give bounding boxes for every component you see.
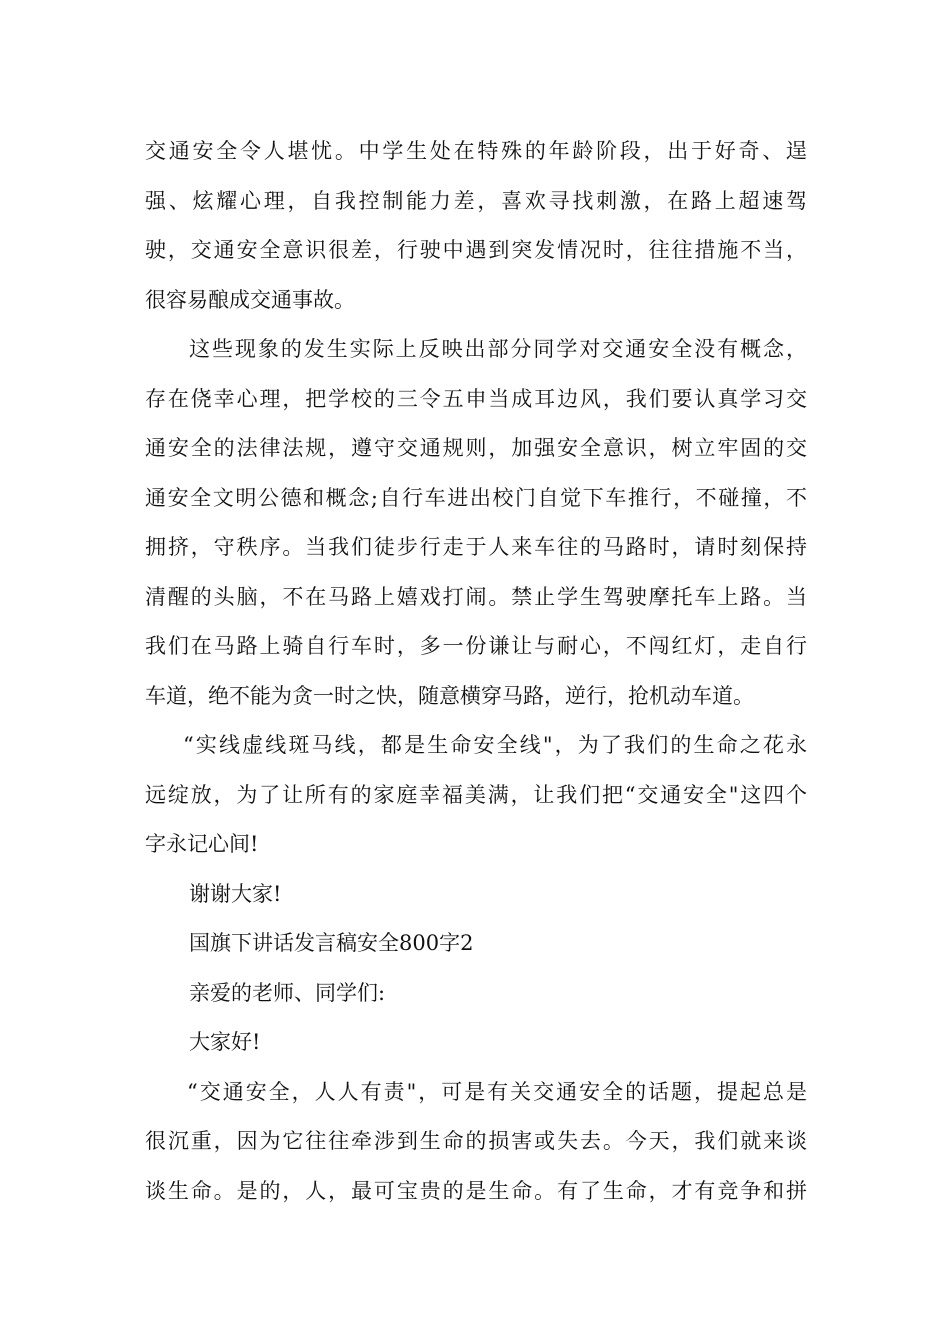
text-line: 车道，绝不能为贪一时之快，随意横穿马路，逆行，抢机动车道。 [145,683,754,708]
text-line: 存在侥幸心理，把学校的三令五申当成耳边风，我们要认真学习交 [145,386,807,411]
text-line: “交通安全，人人有责"，可是有关交通安全的话题，提起总是 [187,1079,807,1104]
text-line: 谈生命。是的，人，最可宝贵的是生命。有了生命，才有竞争和拼 [145,1178,807,1203]
text-line: 很沉重，因为它往往牵涉到生命的损害或失去。今天，我们就来谈 [145,1129,807,1153]
text-line: 字永记心间! [145,832,259,856]
text-line: 谢谢大家! [189,881,282,906]
text-line: “实线虚线斑马线，都是生命安全线"，为了我们的生命之花永 [183,733,807,757]
section-heading: 国旗下讲话发言稿安全800字2 [189,931,474,955]
text-line: 远绽放，为了让所有的家庭幸福美满，让我们把“交通安全"这四个 [145,782,807,807]
text-line: 我们在马路上骑自行车时，多一份谦让与耐心，不闯红灯，走自行 [145,634,807,658]
text-line: 这些现象的发生实际上反映出部分同学对交通安全没有概念， [189,337,807,361]
text-line: 驶，交通安全意识很差，行驶中遇到突发情况时，往往措施不当， [145,238,807,262]
text-line: 很容易酿成交通事故。 [145,287,355,312]
text-line: 通安全文明公德和概念;自行车进出校门自觉下车推行，不碰撞，不 [145,485,807,510]
text-line: 通安全的法律法规，遵守交通规则，加强安全意识，树立牢固的交 [145,436,807,460]
salutation: 亲爱的老师、同学们: [189,980,386,1005]
text-line: 强、炫耀心理，自我控制能力差，喜欢寻找刺激，在路上超速驾 [145,188,807,213]
body-text [145,127,807,1216]
text-line: 交通安全令人堪忧。中学生处在特殊的年龄阶段，出于好奇、逞 [145,139,807,163]
text-line: 清醒的头脑，不在马路上嬉戏打闹。禁止学生驾驶摩托车上路。当 [145,584,807,609]
greeting: 大家好! [189,1030,261,1054]
text-line: 拥挤，守秩序。当我们徒步行走于人来车往的马路时，请时刻保持 [145,535,807,559]
